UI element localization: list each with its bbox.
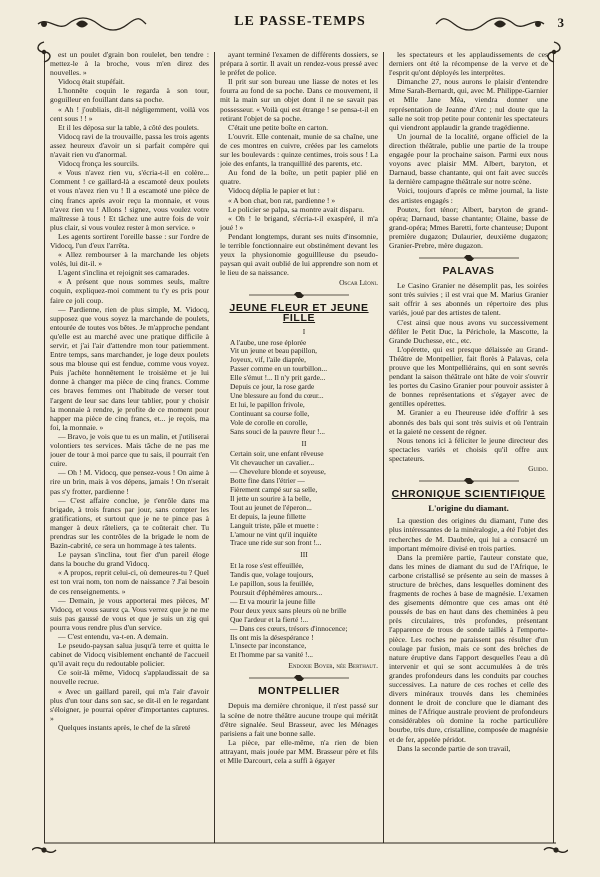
paragraph: C'est ainsi que nous avons vu successivement défiler le Petit Duc, la Périchole, la Mascotte, la Grande Duchesse, etc., etc. [389, 317, 548, 345]
poem-line: Sans souci de la pauvre fleur !... [230, 426, 326, 436]
poem-title: JEUNE FLEUR ET JEUNE FILLE [229, 302, 369, 324]
poem-line: Elle s'émut !... Il n'y prit garde... [230, 373, 326, 383]
chronique-text [389, 516, 548, 752]
column-divider-1 [214, 52, 215, 843]
poem-line: Et la rose s'est effeuillée, [230, 561, 304, 571]
story-text [50, 50, 209, 732]
separator-ornament-icon [419, 478, 519, 484]
paragraph: Il prit sur son bureau une liasse de notes et les fourra au fond de sa poche. Dans ce mouvement, il mit la main sur un objet dont il ne se savait pas possesseur. « Voilà qui est étrange ! se pensa-t-il en retirant l'objet de sa poche. [220, 77, 378, 123]
poem-line: L'amour ne vint qu'il inquiète [230, 529, 318, 539]
stanza-numeral: II [301, 438, 307, 448]
separator-ornament-icon [249, 292, 349, 298]
column-1 [50, 50, 209, 843]
story-signature: Oscar Léoni. [339, 278, 378, 288]
paragraph: L'ouvrit. Elle contenait, munie de sa chaîne, une de ces montres en cuivre, créées par les camelots sur les boulevards : quinze centimes, trois sous ! La joie des enfants, la tranquillité des parents, etc. [220, 131, 378, 169]
poem-line: Trace une ride sur son front !... [230, 538, 322, 548]
paragraph: Poutex, fort ténor; Albert, baryton de grand-opéra; Darnaud, basse chantante; Olaine, basse de grand-opéra; Mmes Baretti, forte chanteuse; Dupont première dugazon; Dulaurier, deuxième dugazon; Granier-Prebre, mère dugazon. [389, 204, 548, 250]
column-3 [389, 50, 548, 843]
poem-line: — Dans ces cœurs, trésors d'innocence; [230, 623, 348, 633]
paragraph: La question des origines du diamant, l'une des plus intéressantes de la minéralogie, a été l'objet des recherches de M. Daubrée, qui lui a consacré un important mémoire divisé en trois parties. [389, 516, 548, 553]
paragraph: Vidocq fronça les sourcils. [58, 159, 139, 169]
poem-signature: Endoxie Boyer, née Berthaut. [288, 661, 378, 671]
poem-line: Ils ont mis la désespérance ! [230, 632, 314, 642]
paragraph: Dimanche 27, nous aurons le plaisir d'entendre Mme Sarah-Bernardt, qui, avec M. Philippe-Garnier et Mlle Jane Méa, viendra donner une représentation de Jeanne d'Arc ; nul doute que la salle ne soit trop petite pour contenir les spectateurs qui viendront applaudir la grande tragédienne. [389, 77, 548, 132]
paragraph: Quelques instants après, le chef de la sûreté [58, 722, 191, 732]
paragraph: Le policier se palpa, sa montre avait disparu. [228, 204, 365, 214]
poem-line: Tandis que, volage toujours, [230, 570, 314, 580]
paragraph: — C'est entendu, va-t-en. A demain. [58, 632, 169, 641]
poem-line: Botte fine dans l'étrier — [230, 476, 305, 486]
paragraph: Dans la première partie, l'auteur constate que, dans les mines de diamant du sud de l'Afrique, le carbone cristallisé se présente au sein de masses à structure de brèches, dans lesquelles dominent des fragments de roches à base de magnésie. L'examen des gisements démontre que ces amas ont été poussés de bas en haut dans des cheminées à peu près circulaires, très profondes, présentant l'apparence de trous de sonde taillés à l'emporte-pièce. Les roches ne paraissent pas résulter d'un coulage par fusion, mais ce sont des brèches de nature éruptive dans l'apport desquelles l'eau a dû intervenir et qui se sont accumulées à de très grandes profondeurs dans les conduits par couches successives. La nature de ces roches et celle des divers minéraux trouvés dans les cheminées donnent le droit de conclure que le diamant des mines de l'Afrique australe provient de profondeurs considérables où domine la roche particulière bourbe, très dure, cristalline, composée de magnésie et de fer, appelée péridot. [389, 552, 548, 744]
poem-line: Fièrement campé sur sa selle, [230, 485, 318, 495]
poem-line: Et depuis, la jeune fillette [230, 511, 306, 521]
paragraph: Vidocq ravi de la trouvaille, passa les trois agents assez heureux d'avoir un si parfait compère qui n'avait rien vu d'anormal. [50, 131, 209, 160]
paragraph: Dans la seconde partie de son travail, [397, 743, 511, 753]
paragraph: L'honnête coquin le regarda à son tour, goguilleur en fouillant dans sa poche. [50, 86, 209, 105]
paragraph: « Allez rembourser à la marchande les objets volés, lui dit-il. » [50, 250, 209, 269]
page-number: 3 [557, 15, 564, 30]
paragraph: « Ah ! j'oubliais, dit-il négligemment, voilà vos cent sous ! ! » [50, 104, 209, 123]
poem-line: Pour deux yeux sans pleurs où ne brille [230, 605, 347, 615]
story-conclusion [220, 50, 378, 277]
poem-line: Une blessure au fond du cœur... [230, 390, 324, 400]
poem-line: — Chevelure blonde et soyeuse, [230, 467, 326, 477]
poem-line: Le papillon, sous la feuillée, [230, 579, 314, 589]
poem-line: Continuant sa course folle, [230, 408, 310, 418]
paragraph: — C'est affaire conclue, je t'enrôle dans ma brigade, à trois francs par jour, sans compter les gratifications, et surtout que je ne te pince pas à manger à deux râteliers, ça te coûterait cher. Tu prendras sur les contrôles de la brigade le nom de Bazin-cabrité, ce sera un hommage à tes talents. [50, 495, 209, 551]
masthead [36, 14, 564, 38]
paragraph: Voici, toujours d'après ce même journal, la liste des artistes engagés : [389, 186, 548, 205]
paragraph: L'opérette, qui est presque délaissée au Grand-Théâtre de Montpellier, fait florès à Palavas, cela prouve que les Montpelliérains, qui en sont sevrés pendant la saison théâtrale ont hâte de voir s'ouvrir les portes du Casino Granier pour pouvoir assister à de bonnes représentations et s'égayer avec de gentilles opérettes. [389, 344, 548, 409]
poem-line: Que l'ardeur et la fierté !... [230, 614, 309, 624]
poem-line: Vit un jeune et beau papillon, [230, 346, 317, 356]
paragraph: Nous tenons ici à féliciter le jeune directeur des spectacles variés et choisis qu'il offre aux spectateurs. [389, 435, 548, 463]
stanza-numeral: III [300, 550, 308, 560]
paragraph: — Bravo, je vois que tu es un malin, et j'utiliserai volontiers tes services. Mais tâche de ne pas me jouer de tour à moi parce que tu sais, il pourrait t'en cuire. [50, 431, 209, 469]
column-divider-2 [383, 52, 384, 843]
palavas-text [389, 281, 548, 463]
paragraph: Un journal de la localité, organe officiel de la direction théâtrale, publie une partie de la troupe engagée pour la prochaine saison. Parmi eux nous voyons avec plaisir MM. Albert, baryton, et Darnaud, basse chantante, qui ont fait avec succès la dernière campagne théâtrale sur notre scène. [389, 131, 548, 187]
montpellier-text [220, 701, 378, 765]
paragraph: « A bon chat, bon rat, pardienne ! » [228, 195, 336, 205]
poem-line: Depuis ce jour, la rose garde [230, 382, 315, 392]
paragraph: Au fond de la boîte, un petit papier plié en quatre. [220, 168, 378, 187]
montpellier-text-continued [389, 50, 548, 250]
frame-rule-right [553, 52, 554, 843]
paragraph: Vidocq était stupéfait. [58, 77, 125, 87]
publication-title: LE PASSE-TEMPS [234, 14, 366, 29]
stanza-numeral: I [302, 326, 306, 336]
separator-ornament-icon [419, 255, 519, 261]
poem-line: L'insecte par inconstance, [230, 641, 307, 651]
poem-line: Passer comme en un tourbillon... [230, 364, 328, 374]
paragraph: L'agent s'inclina et rejoignit ses camarades. [58, 268, 190, 278]
column-2 [220, 50, 378, 843]
poem-line: Joyeux, vif, l'aile diaprée, [230, 355, 307, 365]
poem-line: Certain soir, une enfant rêveuse [230, 449, 324, 459]
paragraph: « A propos, reprit celui-ci, où demeures-tu ? Quel est ton vrai nom, ton nom de naissance ? J'ai besoin de ces renseignements. » [50, 568, 209, 596]
montpellier-heading: MONTPELLIER [258, 685, 340, 698]
paragraph: Depuis ma dernière chronique, il n'est passé sur la scène de notre théâtre aucune troupe qui méritât d'être signalée. Seul Brasseur, avec les Ménages parisiens a fait une bonne salle. [220, 701, 378, 738]
chronique-subtitle: L'origine du diamant. [428, 503, 509, 514]
paragraph: « Avec un gaillard pareil, qui m'a l'air d'avoir plus d'un tour dans son sac, se dit-il en le regardant s'éloigner, je pourrai opérer d'importantes captures. » [50, 686, 209, 723]
palavas-heading: PALAVAS [442, 265, 495, 278]
paragraph: Les agents sortirent l'oreille basse : sur l'ordre de Vidocq, l'un d'eux l'arrêta. [50, 231, 209, 250]
poem-line: Vole de corolle en corolle, [230, 417, 308, 427]
palavas-signature: Guido. [528, 464, 548, 474]
paragraph: est un poulet d'grain bon roulelet, ben tendre : mettez-le à la broche, vous m'en direz des nouvelles. » [50, 50, 209, 78]
paragraph: « Vous n'avez rien vu, s'écria-t-il en colère... Comment ! ce gaillard-là a escamoté deux poulets et vous n'avez rien vu ! Il a escamoté une pièce de cinq francs après avoir reçu la monnaie, et vous n'avez rien vu ! Allons ! signez, vous voulez votre maîtresse à tous ! Et tâchez une autre fois de voir plus clair, si vous voulez rester à mon service. » [50, 168, 209, 232]
paragraph: Pendant longtemps, durant ses nuits d'insomnie, le terrible fonctionnaire eut obstinément devant les yeux la physionomie goguillleuse du pseudo-paysan qui avait oublié de lui apprendre son nom et le lieu de sa naissance. [220, 231, 378, 278]
paragraph: — Oh ! M. Vidocq, que pensez-vous ! On aime à rire un brin, mais à vos dépens, jamais ! On n'serait pas s'y frotter, pardienne ! [50, 468, 209, 496]
poem-line: Et l'homme par sa vanité !... [230, 650, 314, 660]
poem-line: Et lui, le papillon frivole, [230, 399, 305, 409]
poem-line: — Et va mourir la jeune fille [230, 596, 316, 606]
paragraph: Vidocq déplia le papier et lut : [228, 186, 320, 196]
paragraph: Et il les déposa sur la table, à côté des poulets. [58, 122, 199, 132]
poem [220, 328, 378, 661]
poem-line: Languit triste, pâle et muette : [230, 520, 319, 530]
chronique-heading: CHRONIQUE SCIENTIFIQUE [391, 488, 546, 501]
footer-ornament-icon [32, 840, 568, 860]
right-ornament-icon [434, 16, 546, 32]
paragraph: Ce soir-là même, Vidocq s'applaudissait de sa nouvelle recrue. [50, 668, 209, 687]
poem-line: A l'aube, une rose éplorée [230, 337, 307, 347]
paragraph: M. Granier a eu l'heureuse idée d'offrir à ses abonnés des bals qui sont très suivis et où l'entrain et la gaieté ne cessent de régner. [389, 408, 548, 436]
paragraph: — Demain, je vous apporterai mes pièces, M' Vidocq, et vous saurez ça. Vous verrez que je ne me suis pas gaussé de vous et que je suis un zig qui pourra vous rendre plus d'un service. [50, 595, 209, 632]
paragraph: Le paysan s'inclina, tout fier d'un pareil éloge dans la bouche du grand Vidocq. [50, 550, 209, 569]
paragraph: Le pseudo-paysan salua jusqu'à terre et quitta le cabinet de Vidocq visiblement enchanté de l'accueil qu'il avait reçu du redoutable policier. [50, 641, 209, 669]
separator-ornament-icon [249, 675, 349, 681]
paragraph: La pièce, par elle-même, n'a rien de bien attrayant, mais jouée par MM. Brasseur père et fils et Mlle Darcourt, cela a suffi à égayer [220, 737, 378, 765]
paragraph: ayant terminé l'examen de différents dossiers, se prépara à sortir. Il avait un rendez-vous pressé avec le préfet de police. [220, 50, 378, 78]
poem-line: Tout au jeunet de l'éperon... [230, 502, 312, 512]
poem-line: Vit chevaucher un cavalier... [230, 458, 315, 468]
paragraph: Le Casino Granier ne désemplit pas, les soirées sont très suivies ; il est vrai que M. Marius Granier sait offrir à ses abonnés un répertoire des plus variés, joué par des artistes de talent. [389, 281, 548, 318]
paragraph: « Oh ! le brigand, s'écria-t-il exaspéré, il m'a joué ! » [220, 213, 378, 232]
paragraph: C'était une petite boîte en carton. [228, 122, 329, 132]
paragraph: — Pardienne, rien de plus simple, M. Vidocq, supposez que vous soyez la marchande de poulets, entourée de toutes vos bêtes. Je m'approche pendant qu'elle est au marché avec une pratique difficile à servir, et j'ai l'air d'attendre mon tour patiemment. Entre temps, sans marchander, je loge deux poulets sous ma blouse qui est fendue, comme vous voyez. Puis j'achète honnêtement le troisième et je lui donne à changer ma pièce de cinq francs. Comme ces braves femmes ont l'habitude de verser tout l'argent de leur sac dans leur tablier, pour y choisir la monnaie à rendre, je profite de ce moment pour happer ma pièce de cinq francs, et... je reçois, ma foi, la monnaie. » [50, 304, 209, 432]
poem-line: Il jette un sourire à la belle, [230, 493, 312, 503]
frame-rule-left [44, 52, 45, 843]
paragraph: les spectateurs et les applaudissements de ces derniers ont été la récompense de la verve et de l'esprit qu'ont déployés les interprètes. [389, 50, 548, 78]
poem-line: Poursuit d'éphémères amours... [230, 588, 323, 597]
paragraph: « A présent que nous sommes seuls, maître coquin, expliquez-moi comment tu t'y es pris pour faire ce joli coup. [50, 277, 209, 305]
